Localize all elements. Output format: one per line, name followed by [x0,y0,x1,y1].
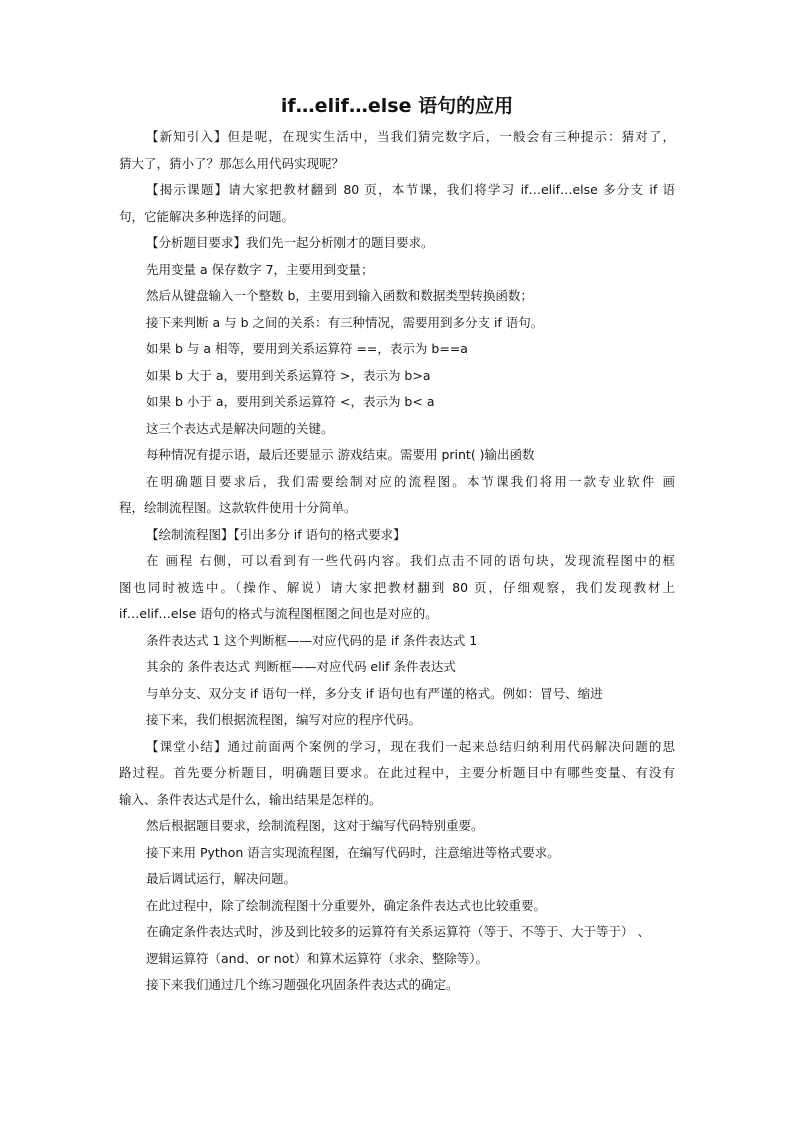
paragraph-line: 最后调试运行，解决问题。 [146,871,297,886]
paragraph-line: 接下来，我们根据流程图，编写对应的程序代码。 [146,712,422,727]
paragraph-line: 在确定条件表达式时，涉及到比较多的运算符有关系运算符（等于、不等于、大于等于） 、 [146,924,650,939]
paragraph-line: 其余的 条件表达式 判断框——对应代码 elif 条件表达式 [146,659,456,674]
paragraph-line: 如果 b 大于 a，要用到关系运算符 >，表示为 b>a [146,367,431,383]
paragraph-line: 接下来用 Python 语言实现流程图，在编写代码时，注意缩进等格式要求。 [146,844,560,860]
paragraph-line: 接下来我们通过几个练习题强化巩固条件表达式的确定。 [146,977,459,992]
paragraph-line: 如果 b 小于 a，要用到关系运算符 <，表示为 b< a [146,394,435,409]
paragraph-line: 【课堂小结】通过前面两个案例的学习，现在我们一起来总结归纳利用代码解决问题的思 [146,738,675,754]
paragraph-line: 【新知引入】但是呢，在现实生活中，当我们猜完数字后，一般会有三种提示：猜对了， [146,129,675,144]
paragraph-line: 在 画程 右侧，可以看到有一些代码内容。我们点击不同的语句块，发现流程图中的框 [146,553,675,568]
paragraph-line: 与单分支、双分支 if 语句一样，多分支 if 语句也有严谨的格式。例如：冒号、缩进 [146,685,603,701]
document-title: if…elif…else 语句的应用 [280,95,514,117]
paragraph-line: if…elif…else 语句的格式与流程图框图之间也是对应的。 [119,606,438,621]
paragraph-line: 逻辑运算符（and、or not）和算术运算符（求余、整除等）。 [146,950,488,966]
paragraph-line: 【分析题目要求】我们先一起分析刚才的题目要求。 [146,235,434,250]
paragraph-line: 每种情况有提示语，最后还要显示 游戏结束。需要用 print( )输出函数 [146,447,535,462]
document-body [119,124,675,999]
paragraph-line: 程，绘制流程图。这款软件使用十分简单。 [119,500,357,515]
paragraph-line: 输入、条件表达式是什么，输出结果是怎样的。 [119,791,382,807]
paragraph-line: 条件表达式 1 这个判断框——对应代码的是 if 条件表达式 1 [146,632,478,648]
paragraph-line: 句，它能解决多种选择的问题。 [119,208,295,224]
paragraph-line: 猜大了，猜小了？那怎么用代码实现呢？ [119,155,345,171]
paragraph-line: 【绘制流程图】【引出多分 if 语句的格式要求】 [146,526,406,542]
paragraph-line: 在明确题目要求后，我们需要绘制对应的流程图。本节课我们将用一款专业软件 画 [146,473,675,489]
paragraph-line: 接下来判断 a 与 b 之间的关系：有三种情况，需要用到多分支 if 语句。 [146,314,544,330]
paragraph-line: 在此过程中，除了绘制流程图十分重要外，确定条件表达式也比较重要。 [146,897,547,913]
paragraph-line: 路过程。首先要分析题目，明确题目要求。在此过程中，主要分析题目中有哪些变量、有没有 [119,765,675,780]
paragraph-line: 然后从键盘输入一个整数 b，主要用到输入函数和数据类型转换函数； [146,288,533,303]
paragraph-line: 然后根据题目要求，绘制流程图，这对于编写代码特别重要。 [146,818,484,833]
paragraph-line: 这三个表达式是解决问题的关键。 [146,420,334,436]
paragraph-line: 【揭示课题】请大家把教材翻到 80 页，本节课，我们将学习 if…elif…else 多分支 if 语 [146,182,675,197]
paragraph-line: 先用变量 a 保存数字 7，主要用到变量； [146,261,374,277]
paragraph-line: 如果 b 与 a 相等，要用到关系运算符 ==，表示为 b==a [146,341,468,356]
paragraph-line: 图也同时被选中。（操作、解说）请大家把教材翻到 80 页，仔细观察，我们发现教材上 [119,579,675,595]
